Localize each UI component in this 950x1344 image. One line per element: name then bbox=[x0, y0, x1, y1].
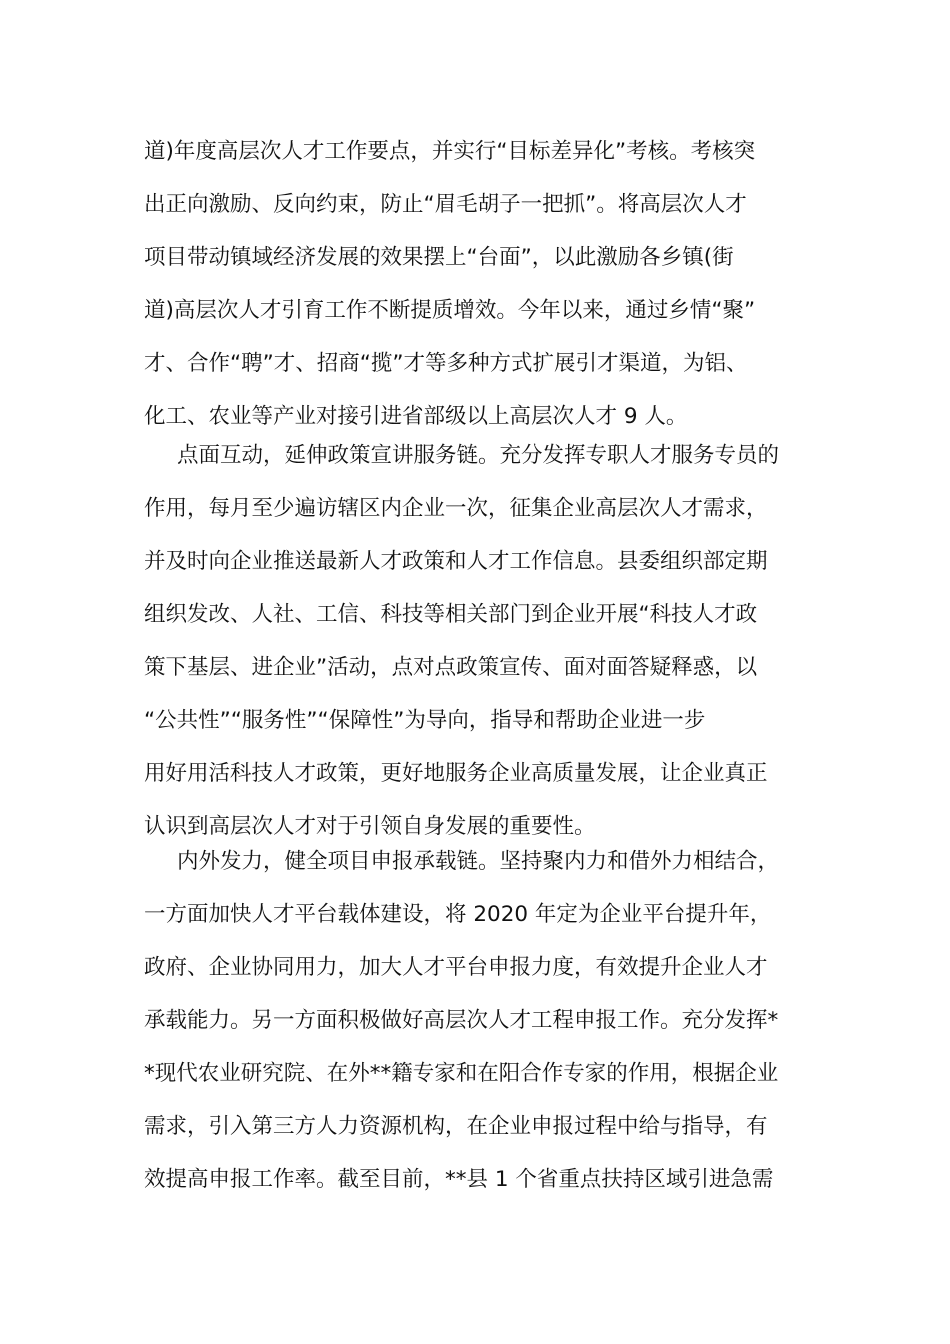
text-line: 道)年度高层次人才工作要点，并实行“目标差异化”考核。考核突 bbox=[144, 139, 756, 164]
text-line: 用好用活科技人才政策，更好地服务企业高质量发展，让企业真正 bbox=[144, 761, 768, 786]
text-line: 需求，引入第三方人力资源机构，在企业申报过程中给与指导，有 bbox=[144, 1114, 768, 1139]
text-line: 作用，每月至少遍访辖区内企业一次，征集企业高层次人才需求， bbox=[144, 496, 768, 521]
text-line: 并及时向企业推送最新人才政策和人才工作信息。县委组织部定期 bbox=[144, 549, 768, 574]
paragraph-talent-assessment bbox=[144, 125, 824, 443]
paragraph-policy-promotion bbox=[144, 429, 824, 853]
text-line: 效提高申报工作率。截至目前，**县 1 个省重点扶持区域引进急需 bbox=[144, 1167, 774, 1192]
paragraph-project-application bbox=[144, 835, 824, 1206]
text-line: 承载能力。另一方面积极做好高层次人才工程申报工作。充分发挥* bbox=[144, 1008, 779, 1033]
text-line: 点面互动，延伸政策宣讲服务链。充分发挥专职人才服务专员的 bbox=[177, 443, 780, 468]
text-line: 项目带动镇域经济发展的效果摆上“台面”，以此激励各乡镇(街 bbox=[144, 245, 734, 270]
text-line: 才、合作“聘”才、招商“揽”才等多种方式扩展引才渠道，为铝、 bbox=[144, 351, 748, 376]
text-line: 策下基层、进企业”活动，点对点政策宣传、面对面答疑释惑，以 bbox=[144, 655, 758, 680]
text-line: 内外发力，健全项目申报承载链。坚持聚内力和借外力相结合， bbox=[177, 849, 780, 874]
text-line: *现代农业研究院、在外**籍专家和在阳合作专家的作用，根据企业 bbox=[144, 1061, 779, 1086]
text-line: 政府、企业协同用力，加大人才平台申报力度，有效提升企业人才 bbox=[144, 955, 768, 980]
text-line: 出正向激励、反向约束，防止“眉毛胡子一把抓”。将高层次人才 bbox=[144, 192, 747, 217]
text-line: “公共性”“服务性”“保障性”为导向，指导和帮助企业进一步 bbox=[144, 708, 706, 733]
text-line: 道)高层次人才引育工作不断提质增效。今年以来，通过乡情“聚” bbox=[144, 298, 756, 323]
text-line: 一方面加快人才平台载体建设，将 2020 年定为企业平台提升年， bbox=[144, 902, 772, 927]
text-line: 化工、农业等产业对接引进省部级以上高层次人才 9 人。 bbox=[144, 404, 688, 429]
text-line: 认识到高层次人才对于引领自身发展的重要性。 bbox=[144, 814, 596, 839]
text-line: 组织发改、人社、工信、科技等相关部门到企业开展“科技人才政 bbox=[144, 602, 758, 627]
